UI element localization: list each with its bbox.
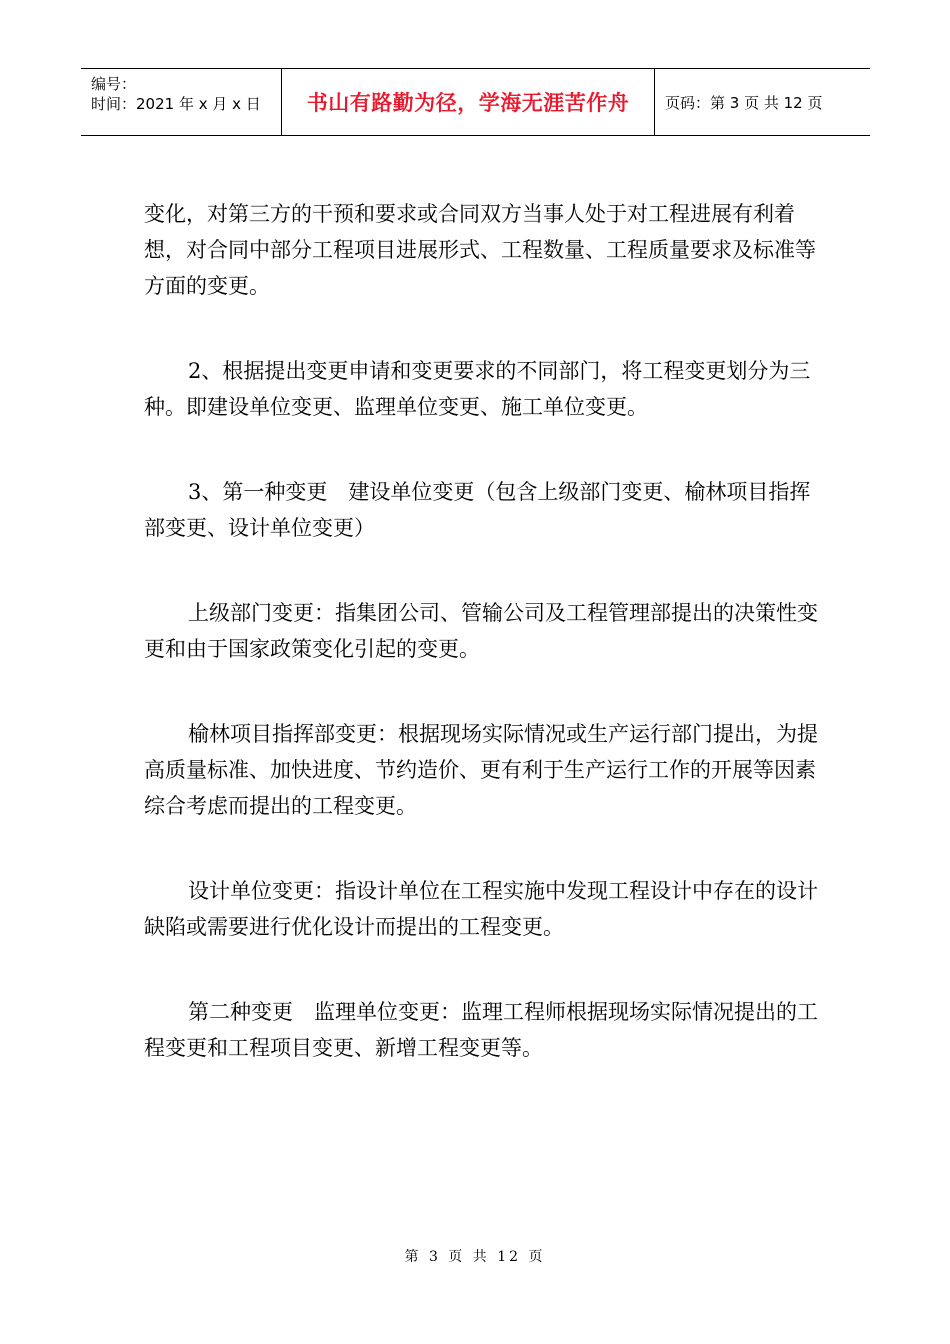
body-paragraph: 第二种变更 监理单位变更：监理工程师根据现场实际情况提出的工程变更和工程项目变更、新增工程变更等。 bbox=[144, 1000, 818, 1060]
document-body bbox=[144, 196, 824, 1115]
body-paragraph: 变化，对第三方的干预和要求或合同双方当事人处于对工程进展有利着想，对合同中部分工程项目进展形式、工程数量、工程质量要求及标准等方面的变更。 bbox=[144, 202, 816, 298]
document-header bbox=[81, 68, 870, 136]
body-paragraph: 3、第一种变更 建设单位变更（包含上级部门变更、榆林项目指挥部变更、设计单位变更） bbox=[144, 480, 811, 540]
header-page-code: 页码：第 3 页 共 12 页 bbox=[665, 93, 823, 112]
body-paragraph: 上级部门变更：指集团公司、管输公司及工程管理部提出的决策性变更和由于国家政策变化引起的变更。 bbox=[144, 601, 818, 661]
page-footer: 第 3 页 共 12 页 bbox=[404, 1249, 546, 1265]
body-paragraph: 2、根据提出变更申请和变更要求的不同部门，将工程变更划分为三种。即建设单位变更、监理单位变更、施工单位变更。 bbox=[144, 359, 811, 419]
body-paragraph: 设计单位变更：指设计单位在工程实施中发现工程设计中存在的设计缺陷或需要进行优化设计而提出的工程变更。 bbox=[144, 879, 818, 939]
header-meta-cell bbox=[81, 69, 282, 135]
header-motto: 书山有路勤为径，学海无涯苦作舟 bbox=[282, 69, 655, 135]
body-paragraph: 榆林项目指挥部变更：根据现场实际情况或生产运行部门提出，为提高质量标准、加快进度、节约造价、更有利于生产运行工作的开展等因素综合考虑而提出的工程变更。 bbox=[144, 722, 818, 818]
document-number-label: 编号： bbox=[91, 75, 137, 93]
document-date: 时间：2021 年 x 月 x 日 bbox=[91, 95, 261, 113]
